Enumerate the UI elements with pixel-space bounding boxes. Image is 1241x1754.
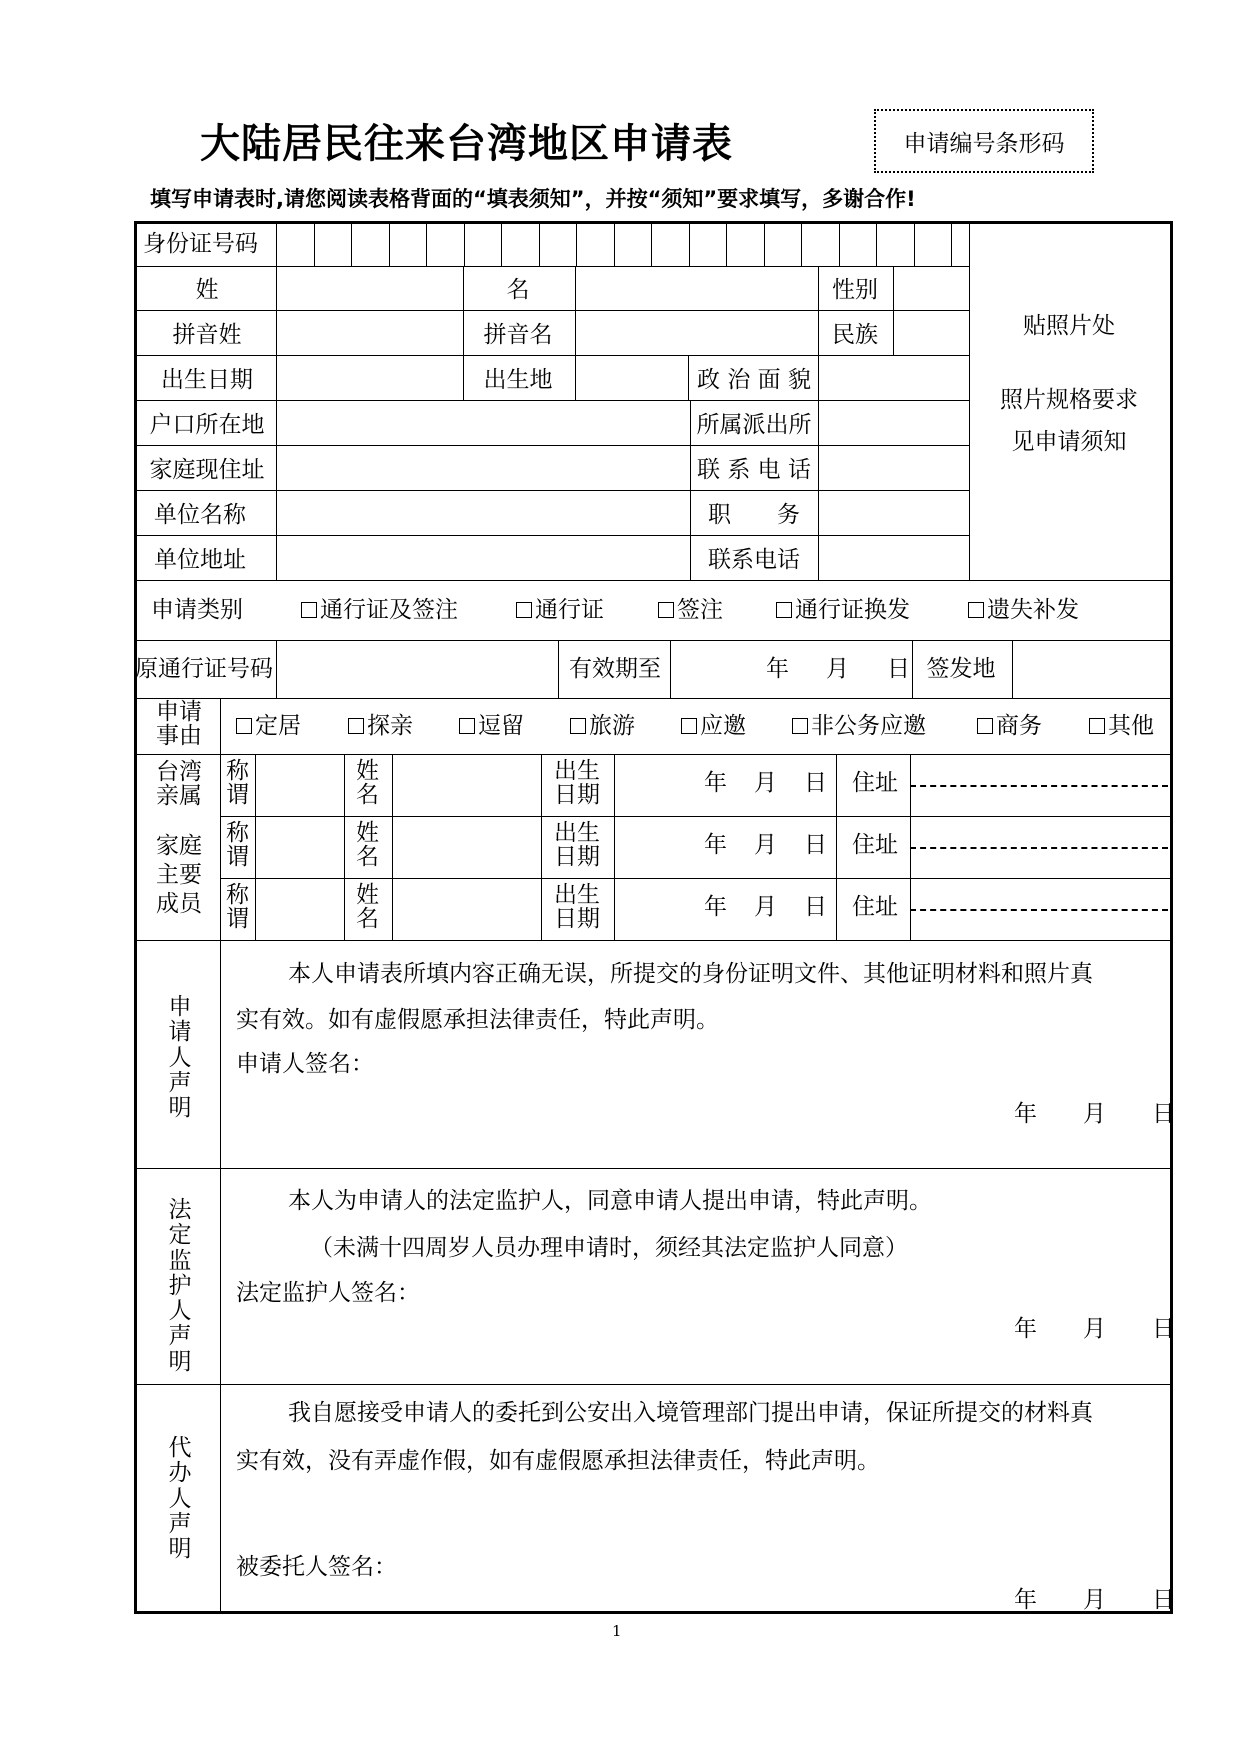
type-checkbox-1[interactable]: 通行证: [516, 599, 604, 622]
position-label: 职 务: [708, 502, 800, 528]
dob-label-0: 出生 日期: [554, 758, 600, 809]
grid-line-v: [501, 222, 502, 266]
type-checkbox-0[interactable]: 通行证及签注: [301, 599, 458, 622]
valid-day: 日: [887, 656, 910, 682]
grid-line-h: [136, 640, 1171, 641]
applicant-declaration-label: 申 请 人 声 明: [168, 994, 192, 1122]
agent-declaration-label: 代 办 人 声 明: [168, 1435, 192, 1563]
agent-text-2: 实有效，没有弄虚作假，如有虚假愿承担法律责任，特此声明。: [236, 1448, 880, 1474]
agent-date: 年 月 日: [1014, 1587, 1175, 1613]
home-address-label: 家庭现住址: [149, 457, 265, 483]
grid-line-v: [426, 222, 427, 266]
employer-address-label: 单位地址: [154, 547, 246, 573]
reason-checkbox-4[interactable]: 应邀: [681, 715, 746, 738]
given-name-label: 名: [506, 277, 530, 303]
grid-line-v: [969, 222, 970, 580]
applicant-date: 年 月 日: [1014, 1101, 1175, 1127]
grid-line-v: [818, 310, 819, 355]
reason-label: 申请 事由: [156, 699, 202, 750]
grid-line-v: [893, 266, 894, 310]
grid-line-v: [614, 222, 615, 266]
grid-line-h: [136, 400, 969, 401]
taiwan-relatives-label: 台湾 亲属: [156, 759, 202, 810]
prev-permit-label: 原通行证号码: [135, 656, 273, 682]
grid-line-v: [839, 222, 840, 266]
grid-line-v: [914, 222, 915, 266]
page-number: 1: [612, 1622, 622, 1640]
grid-line-v: [688, 355, 689, 400]
grid-line-h: [136, 445, 969, 446]
dob-year-2: 年: [704, 894, 727, 920]
dob-day-0: 日: [804, 770, 827, 796]
grid-line-v: [576, 222, 577, 266]
grid-line-v: [539, 222, 540, 266]
grid-line-v: [541, 754, 542, 940]
page-title: 大陆居民往来台湾地区申请表: [200, 121, 733, 167]
grid-line-v: [344, 754, 345, 940]
guardian-text-2: （未满十四周岁人员办理申请时，须经其法定监护人同意）: [310, 1235, 908, 1261]
grid-line-h: [136, 535, 969, 536]
grid-line-h: [136, 580, 1171, 581]
grid-line-v: [614, 754, 615, 940]
police-station-label: 所属派出所: [696, 412, 812, 438]
address-dash-line: [910, 785, 1168, 787]
dob-label-2: 出生 日期: [554, 882, 600, 933]
grid-line-v: [255, 754, 256, 940]
grid-line-v: [558, 640, 559, 698]
address-dash-line: [910, 909, 1168, 911]
guardian-text-1: 本人为申请人的法定监护人，同意申请人提出申请，特此声明。: [288, 1188, 932, 1214]
dob-month-2: 月: [754, 894, 777, 920]
valid-year: 年: [766, 656, 789, 682]
phone2-label: 联系电话: [708, 547, 800, 573]
name-label-0: 姓 名: [356, 758, 379, 809]
dob-year-0: 年: [704, 770, 727, 796]
address-dash-line: [910, 847, 1168, 849]
barcode-label: 申请编号条形码: [903, 130, 1065, 157]
type-checkbox-3[interactable]: 通行证换发: [776, 599, 910, 622]
reason-checkbox-6[interactable]: 商务: [977, 715, 1042, 738]
agent-sign-label: 被委托人签名：: [236, 1554, 397, 1580]
ethnicity-label: 民族: [832, 322, 878, 348]
application-type-label: 申请类别: [151, 597, 243, 623]
grid-line-v: [726, 222, 727, 266]
grid-line-h: [136, 940, 1171, 941]
relation-label-2: 称 谓: [226, 882, 249, 933]
reason-checkbox-7[interactable]: 其他: [1089, 715, 1154, 738]
grid-line-v: [220, 698, 221, 1612]
grid-line-v: [818, 355, 819, 400]
valid-month: 月: [826, 656, 849, 682]
id-number-label: 身份证号码: [143, 231, 258, 257]
grid-line-v: [575, 266, 576, 400]
applicant-text-2: 实有效。如有虚假愿承担法律责任，特此声明。: [236, 1007, 719, 1033]
grid-line-h: [136, 355, 969, 356]
grid-line-v: [912, 640, 913, 698]
grid-line-v: [392, 754, 393, 940]
grid-line-v: [463, 266, 464, 400]
address-label-1: 住址: [852, 832, 898, 858]
relation-label-0: 称 谓: [226, 758, 249, 809]
grid-line-v: [951, 222, 952, 266]
address-label-2: 住址: [852, 894, 898, 920]
grid-line-v: [818, 400, 819, 580]
grid-line-v: [651, 222, 652, 266]
guardian-sign-label: 法定监护人签名：: [236, 1280, 420, 1306]
type-checkbox-2[interactable]: 签注: [658, 599, 723, 622]
grid-line-v: [464, 222, 465, 266]
grid-line-h: [136, 310, 969, 311]
type-checkbox-4[interactable]: 遗失补发: [968, 599, 1079, 622]
valid-until-label: 有效期至: [569, 656, 661, 682]
grid-line-h: [220, 816, 1171, 817]
hukou-label: 户口所在地: [149, 412, 265, 438]
name-label-2: 姓 名: [356, 882, 379, 933]
grid-line-v: [1012, 640, 1013, 698]
grid-line-v: [314, 222, 315, 266]
employer-label: 单位名称: [154, 502, 246, 528]
grid-line-v: [836, 754, 837, 940]
grid-line-h: [136, 698, 1171, 699]
grid-line-h: [136, 490, 969, 491]
notice-text: 填写申请表时,请您阅读表格背面的“填表须知”，并按“须知”要求填写，多谢合作!: [150, 187, 916, 211]
grid-line-v: [893, 310, 894, 355]
dob-month-1: 月: [754, 832, 777, 858]
barcode-box: [874, 109, 1094, 173]
reason-checkbox-5[interactable]: 非公务应邀: [792, 715, 926, 738]
grid-line-v: [670, 640, 671, 698]
applicant-sign-label: 申请人签名：: [236, 1051, 374, 1077]
grid-line-v: [276, 640, 277, 698]
guardian-declaration-label: 法 定 监 护 人 声 明: [168, 1197, 192, 1375]
grid-line-h: [136, 1384, 1171, 1385]
grid-line-v: [690, 400, 691, 580]
grid-line-h: [136, 1168, 1171, 1169]
photo-placeholder: 贴照片处: [1023, 313, 1115, 339]
surname-label: 姓: [195, 277, 219, 303]
dob-day-1: 日: [804, 832, 827, 858]
agent-text-1: 我自愿接受申请人的委托到公安出入境管理部门提出申请，保证所提交的材料真: [288, 1400, 1093, 1426]
applicant-text-1: 本人申请表所填内容正确无误，所提交的身份证明文件、其他证明材料和照片真: [288, 961, 1093, 987]
issue-place-label: 签发地: [926, 656, 996, 682]
dob-month-0: 月: [754, 770, 777, 796]
pinyin-given-label: 拼音名: [483, 322, 553, 348]
name-label-1: 姓 名: [356, 820, 379, 871]
reason-checkbox-0[interactable]: 定居: [236, 715, 301, 738]
reason-checkbox-3[interactable]: 旅游: [570, 715, 635, 738]
grid-line-v: [764, 222, 765, 266]
dob-year-1: 年: [704, 832, 727, 858]
grid-line-h: [136, 266, 969, 267]
address-label-0: 住址: [852, 770, 898, 796]
photo-requirement-2: 见申请须知: [1011, 429, 1127, 455]
photo-requirement-1: 照片规格要求: [1000, 387, 1138, 413]
family-members-label: 家庭 主要 成员: [156, 833, 202, 917]
political-status-label: 政 治 面 貌: [697, 367, 811, 393]
relation-label-1: 称 谓: [226, 820, 249, 871]
pinyin-surname-label: 拼音姓: [172, 322, 242, 348]
dob-day-2: 日: [804, 894, 827, 920]
grid-line-v: [818, 266, 819, 310]
grid-line-v: [801, 222, 802, 266]
grid-line-v: [276, 222, 277, 580]
grid-line-h: [220, 878, 1171, 879]
dob-label-1: 出生 日期: [554, 820, 600, 871]
grid-line-v: [689, 222, 690, 266]
birth-date-label: 出生日期: [161, 367, 253, 393]
gender-label: 性别: [832, 277, 878, 303]
grid-line-v: [389, 222, 390, 266]
phone-label: 联 系 电 话: [697, 457, 811, 483]
reason-checkbox-2[interactable]: 逗留: [459, 715, 524, 738]
grid-line-h: [136, 754, 1171, 755]
grid-line-v: [876, 222, 877, 266]
reason-checkbox-1[interactable]: 探亲: [348, 715, 413, 738]
birthplace-label: 出生地: [483, 367, 553, 393]
guardian-date: 年 月 日: [1014, 1316, 1175, 1342]
grid-line-v: [351, 222, 352, 266]
